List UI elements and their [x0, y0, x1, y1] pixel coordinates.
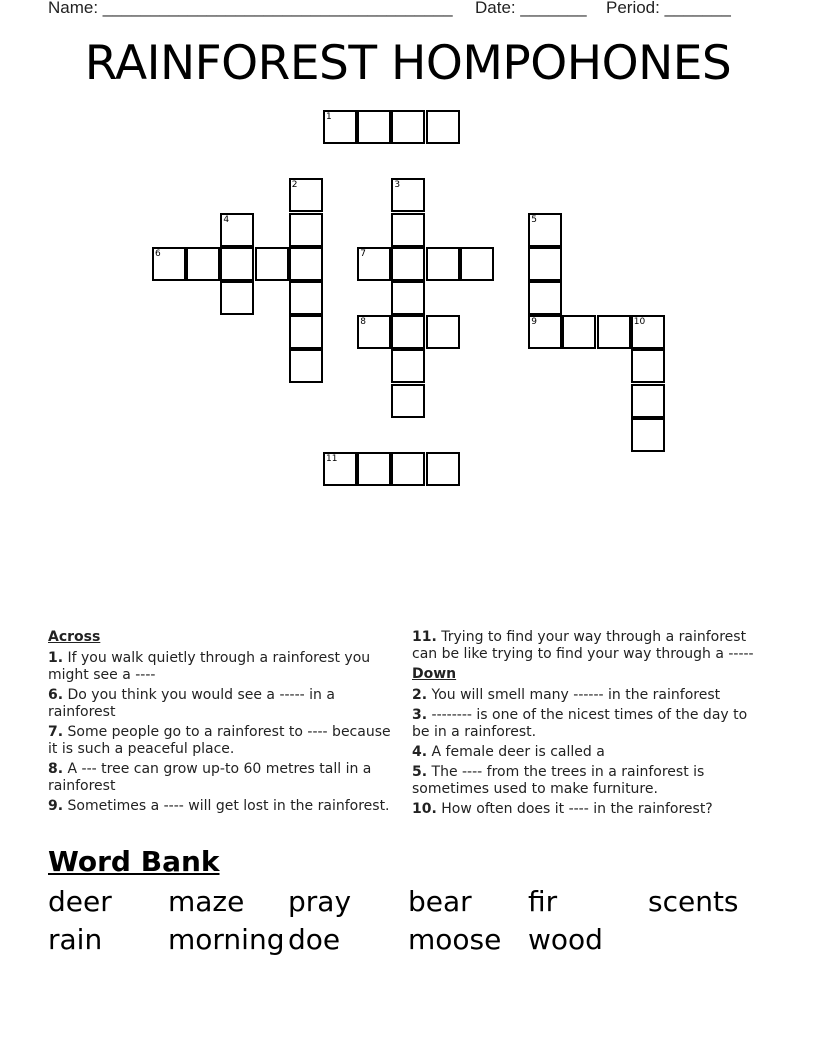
crossword-cell[interactable]: [528, 315, 562, 349]
crossword-cell[interactable]: [323, 110, 357, 144]
word-bank-word: moose: [408, 923, 502, 956]
crossword-cell[interactable]: [460, 247, 494, 281]
crossword-cell[interactable]: [391, 452, 425, 486]
crossword-cell[interactable]: [426, 110, 460, 144]
word-bank-word: scents: [648, 885, 739, 918]
clue-text: A female deer is called a: [431, 744, 605, 760]
right-clues: [412, 629, 762, 821]
crossword-cell[interactable]: [391, 247, 425, 281]
clue-2-down: [412, 687, 762, 704]
clue-number: 6.: [48, 687, 64, 703]
clue-9-across: [48, 798, 393, 815]
across-heading: Across: [48, 629, 101, 645]
crossword-cell[interactable]: [631, 384, 665, 418]
clue-number-label: 8: [360, 317, 366, 328]
crossword-cell[interactable]: [391, 110, 425, 144]
clue-number: 11.: [412, 629, 437, 645]
crossword-cell[interactable]: [152, 247, 186, 281]
clue-number: 1.: [48, 650, 64, 666]
crossword-cell[interactable]: [255, 247, 289, 281]
crossword-cell[interactable]: [289, 213, 323, 247]
clue-number-label: 11: [326, 454, 338, 464]
crossword-cell[interactable]: [426, 315, 460, 349]
clue-10-down: [412, 801, 762, 818]
word-bank-word: wood: [528, 923, 603, 956]
crossword-cell[interactable]: [426, 247, 460, 281]
crossword-cell[interactable]: [391, 281, 425, 315]
word-bank-word: morning: [168, 923, 285, 956]
crossword-cell[interactable]: [220, 247, 254, 281]
word-bank-word: doe: [288, 923, 341, 956]
clue-3-down: [412, 707, 762, 741]
word-bank-word: maze: [168, 885, 245, 918]
word-bank-word: bear: [408, 885, 472, 918]
crossword-cell[interactable]: [220, 281, 254, 315]
clue-text: -------- is one of the nicest times of the day to be in a rainforest.: [412, 707, 748, 740]
crossword-grid: [0, 0, 816, 520]
clue-text: Some people go to a rainforest to ---- because it is such a peaceful place.: [48, 724, 391, 757]
date-field[interactable]: Date: _______: [475, 0, 587, 17]
clue-text: If you walk quietly through a rainforest you might see a ----: [48, 650, 371, 683]
word-bank-word: pray: [288, 885, 352, 918]
clue-text: Trying to find your way through a rainforest can be like trying to find your way through a -----: [412, 629, 754, 662]
name-field[interactable]: Name: _____________________________________: [48, 0, 453, 17]
clue-number: 2.: [412, 687, 428, 703]
page-title: RAINFOREST HOMPOHONES: [84, 36, 732, 91]
clue-number-label: 5: [531, 214, 537, 225]
crossword-cell[interactable]: [289, 315, 323, 349]
crossword-cell[interactable]: [631, 418, 665, 452]
crossword-cell[interactable]: [597, 315, 631, 349]
clue-number-label: 2: [291, 180, 298, 191]
crossword-cell[interactable]: [391, 349, 425, 383]
crossword-cell[interactable]: [426, 452, 460, 486]
clue-number: 4.: [412, 744, 428, 760]
across-clues: [48, 629, 393, 818]
clue-text: The ---- from the trees in a rainforest is sometimes used to make furniture.: [412, 764, 705, 797]
clue-number-label: 7: [360, 248, 366, 259]
clue-number-label: 10: [633, 317, 646, 328]
clue-number-label: 4: [223, 214, 230, 225]
period-field[interactable]: Period: _______: [606, 0, 731, 17]
crossword-cell[interactable]: [391, 315, 425, 349]
crossword-cell[interactable]: [391, 178, 425, 212]
clue-6-across: [48, 687, 393, 721]
crossword-cell[interactable]: [528, 281, 562, 315]
crossword-cell[interactable]: [220, 213, 254, 247]
clue-1-across: [48, 650, 393, 684]
clue-11-across: [412, 629, 762, 663]
clue-5-down: [412, 764, 762, 798]
crossword-cell[interactable]: [631, 349, 665, 383]
clue-text: A --- tree can grow up-to 60 metres tall in a rainforest: [48, 761, 372, 794]
word-bank-title: Word Bank: [48, 845, 220, 878]
crossword-cell[interactable]: [631, 315, 665, 349]
crossword-cell[interactable]: [391, 213, 425, 247]
clue-text: You will smell many ------ in the rainforest: [431, 687, 721, 703]
clue-number: 9.: [48, 798, 64, 814]
crossword-cell[interactable]: [323, 452, 357, 486]
clue-number-label: 1: [326, 112, 332, 122]
crossword-cell[interactable]: [289, 247, 323, 281]
clue-number: 10.: [412, 801, 437, 817]
clue-7-across: [48, 724, 393, 758]
crossword-cell[interactable]: [357, 452, 391, 486]
clue-number-label: 3: [394, 180, 401, 191]
down-heading: Down: [412, 666, 457, 682]
clue-text: Sometimes a ---- will get lost in the rainforest.: [67, 798, 390, 814]
clue-number: 8.: [48, 761, 64, 777]
crossword-cell[interactable]: [289, 349, 323, 383]
clue-8-across: [48, 761, 393, 795]
crossword-cell[interactable]: [391, 384, 425, 418]
crossword-cell[interactable]: [562, 315, 596, 349]
crossword-cell[interactable]: [357, 315, 391, 349]
clue-text: Do you think you would see a ----- in a rainforest: [48, 687, 335, 720]
clue-number: 7.: [48, 724, 64, 740]
clue-number-label: 9: [531, 317, 537, 328]
crossword-cell[interactable]: [186, 247, 220, 281]
clue-number: 3.: [412, 707, 428, 723]
clue-number: 5.: [412, 764, 428, 780]
crossword-cell[interactable]: [357, 247, 391, 281]
crossword-cell[interactable]: [357, 110, 391, 144]
crossword-cell[interactable]: [528, 213, 562, 247]
clue-number-label: 6: [155, 248, 161, 259]
word-bank-word: deer: [48, 885, 112, 918]
word-bank-word: rain: [48, 923, 103, 956]
clue-4-down: [412, 744, 762, 761]
word-bank-word: fir: [528, 885, 558, 918]
clue-text: How often does it ---- in the rainforest?: [441, 801, 713, 817]
crossword-cell[interactable]: [289, 178, 323, 212]
crossword-cell[interactable]: [528, 247, 562, 281]
crossword-cell[interactable]: [289, 281, 323, 315]
